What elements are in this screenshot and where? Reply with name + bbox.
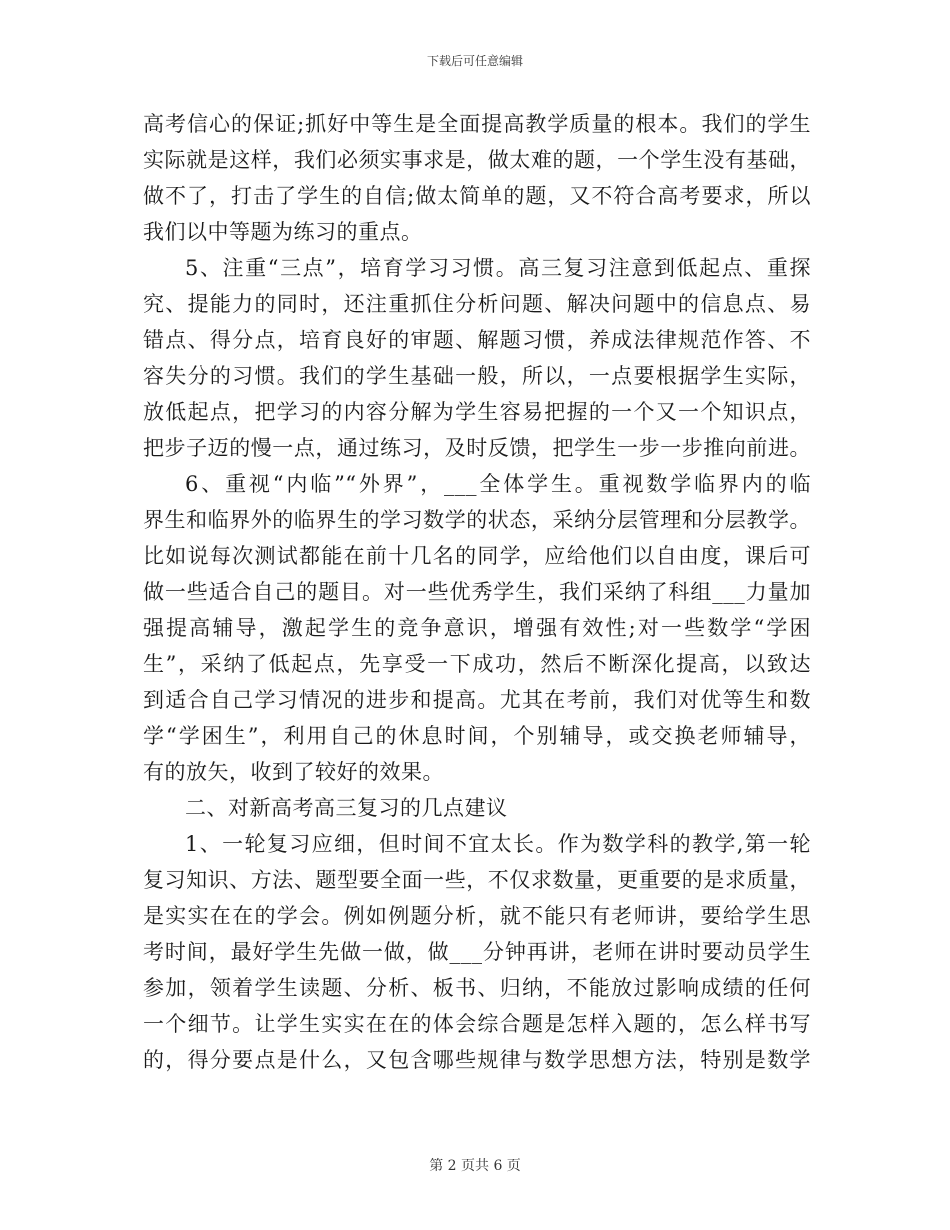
text-line: 有的放矢，收到了较好的效果。 xyxy=(143,760,444,784)
text-line: 比如说每次测试都能在前十几名的同学，应给他们以自由度，课后可 xyxy=(143,544,811,568)
text-line: 一个细节。让学生实实在在的体会综合题是怎样入题的，怎么样书写 xyxy=(143,1012,811,1036)
text-line: 的，得分要点是什么，又包含哪些规律与数学思想方法，特别是数学 xyxy=(143,1048,811,1072)
page-footer: 第 2 页共 6 页 xyxy=(429,1158,521,1174)
text-line: 生”，采纳了低起点，先享受一下成功，然后不断深化提高，以致达 xyxy=(143,652,811,676)
paragraph-start-6: 6、重视“内临”“外界”，___全体学生。重视数学临界内的临 xyxy=(185,472,811,496)
text-line: 高考信心的保证;抓好中等生是全面提高教学质量的根本。我们的学生 xyxy=(143,112,811,136)
text-line: 到适合自己学习情况的进步和提高。尤其在考前，我们对优等生和数 xyxy=(143,688,811,712)
text-line: 复习知识、方法、题型要全面一些，不仅求数量，更重要的是求质量， xyxy=(143,868,811,892)
text-line: 容失分的习惯。我们的学生基础一般，所以，一点要根据学生实际， xyxy=(143,364,811,388)
paragraph-start-1: 1、一轮复习应细，但时间不宜太长。作为数学科的教学,第一轮 xyxy=(185,832,811,856)
text-line: 把步子迈的慢一点，通过练习，及时反馈，把学生一步一步推向前进。 xyxy=(143,436,811,460)
text-line: 错点、得分点，培育良好的审题、解题习惯，养成法律规范作答、不 xyxy=(143,328,811,352)
page-header: 下载后可任意编辑 xyxy=(426,54,523,68)
text-line: 做不了，打击了学生的自信;做太简单的题，又不符合高考要求，所以 xyxy=(143,184,811,208)
text-line: 学“学困生”，利用自己的休息时间，个别辅导，或交换老师辅导， xyxy=(143,724,811,748)
text-line: 放低起点，把学习的内容分解为学生容易把握的一个又一个知识点， xyxy=(143,400,811,424)
text-line: 我们以中等题为练习的重点。 xyxy=(143,220,423,244)
text-line: 实际就是这样，我们必须实事求是，做太难的题，一个学生没有基础， xyxy=(143,148,811,172)
paragraph-start-5: 5、注重“三点”，培育学习习惯。高三复习注意到低起点、重探 xyxy=(185,256,811,280)
text-line: 是实实在在的学会。例如例题分析，就不能只有老师讲，要给学生思 xyxy=(143,904,811,928)
text-line: 强提高辅导，激起学生的竞争意识，增强有效性;对一些数学“学困 xyxy=(143,616,811,640)
document-body xyxy=(143,106,811,1078)
text-line: 做一些适合自己的题目。对一些优秀学生，我们采纳了科组___力量加 xyxy=(143,580,811,604)
section-heading: 二、对新高考高三复习的几点建议 xyxy=(185,796,508,820)
text-line: 参加，领着学生读题、分析、板书、归纳，不能放过影响成绩的任何 xyxy=(143,976,811,1000)
text-line: 考时间，最好学生先做一做，做___分钟再讲，老师在讲时要动员学生 xyxy=(143,940,811,964)
text-line: 界生和临界外的临界生的学习数学的状态，采纳分层管理和分层教学。 xyxy=(143,508,811,532)
text-line: 究、提能力的同时，还注重抓住分析问题、解决问题中的信息点、易 xyxy=(143,292,811,316)
